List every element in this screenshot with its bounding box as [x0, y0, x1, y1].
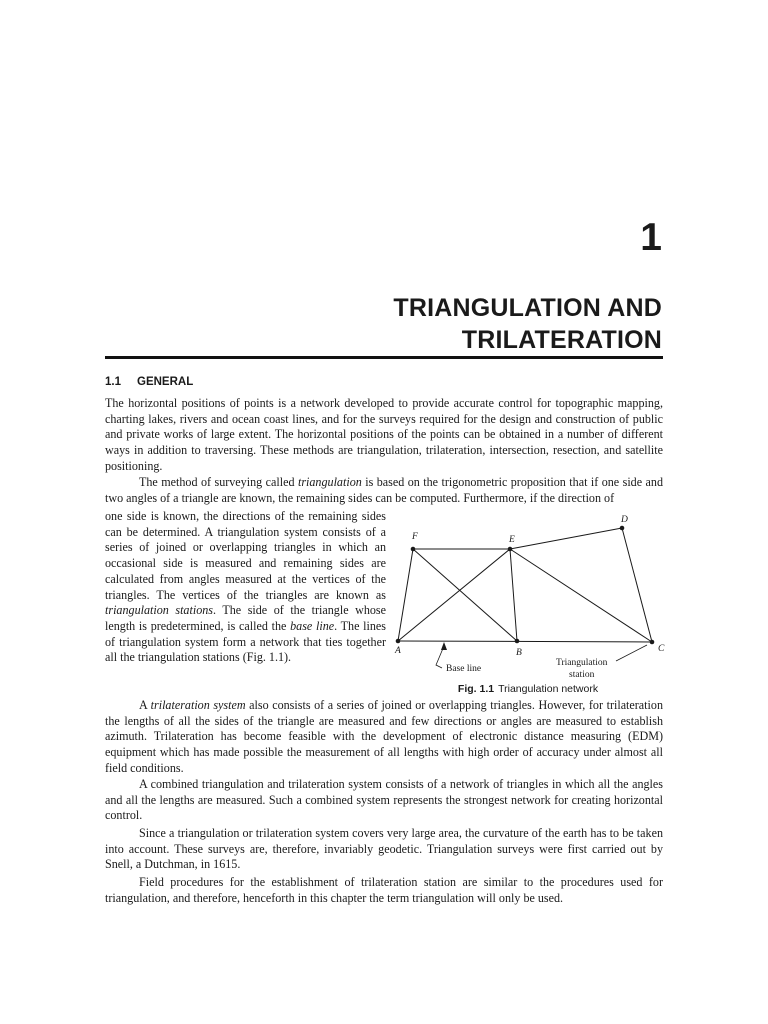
station-label-c: C — [658, 644, 665, 654]
paragraph-2c-text-c: . The lines of triangulation system form a network that ties together all the triangulation stations (Fig. 1.1). — [105, 618, 387, 665]
paragraph-2c-text-b: . The side of the triangle whose length is predetermined, is called the — [105, 603, 386, 633]
paragraph-1: The horizontal positions of points is a network developed to provide accurate control for topographic mapping, charting lakes, rivers and ocean coast lines, and for the surveys required for the design and construction of public and private works of large extent. The horizontal positions of the points can be obtained in a number of different ways in addition to traversing. These methods are triangulation, trilateration, intersection, resection, and satellite positioning. — [105, 396, 663, 473]
line-f-a — [398, 549, 413, 641]
paragraph-2 — [105, 475, 663, 506]
paragraph-6: Field procedures for the establishment of trilateration station are similar to the procedures used for triangulation, and therefore, henceforth in this chapter the term triangulation will only be used. — [105, 875, 663, 905]
line-f-b — [413, 549, 517, 641]
chapter-title-line-1: TRIANGULATION AND — [393, 294, 662, 322]
station-label-e: E — [509, 535, 515, 545]
title-rule — [105, 356, 663, 359]
paragraph-2-continued — [105, 509, 386, 666]
station-label-d: D — [621, 515, 628, 525]
paragraph-3-text-b: also consists of a series of joined or overlapping triangles. However, for trilateration the lengths of all the sides of the triangle are measured and few directions or angles are measured to establish azimuth. Trilateration has become feasible with the development of electronic distance measuring (EDM) equipment which has made possible the measurement of all lengths with high order of accuracy under almost all field conditions. — [105, 698, 663, 775]
term-triangulation: triangulation — [297, 475, 362, 489]
station-leader — [616, 645, 647, 661]
annotation-triangulation-station: Triangulation — [556, 658, 608, 668]
section-number: 1.1 — [105, 376, 121, 388]
annotation-triangulation-station-line2: station — [569, 670, 595, 680]
figure-triangulation-network — [388, 508, 668, 698]
station-label-b: B — [516, 648, 522, 658]
term-triangulation-stations: triangulation stations — [105, 603, 214, 618]
chapter-title-line-2: TRILATERATION — [461, 326, 662, 354]
line-e-b — [510, 549, 517, 641]
station-label-f: F — [412, 532, 418, 542]
paragraph-3-text-a: A — [139, 698, 151, 712]
station-point-a — [396, 639, 401, 644]
base-line-arrowhead — [441, 642, 447, 650]
station-point-f — [411, 547, 416, 552]
network-diagram — [388, 508, 668, 683]
paragraph-2c-text-a: one side is known, the directions of the remaining sides can be determined. A triangulation system consists of a series of joined or overlapping triangles in which an occasional side is measured and remaining sides are calculated from angles measured at the vertices of the triangles. The vertices of the triangles are known as — [105, 509, 386, 602]
line-e-d — [510, 528, 622, 549]
paragraph-3 — [105, 698, 663, 777]
figure-caption-text: Triangulation network — [498, 683, 599, 695]
line-e-a — [398, 549, 510, 641]
annotation-base-line: Base line — [446, 664, 482, 674]
paragraph-2-text-b: is based on the trigonometric proposition that if one side and two angles of a triangle are known, the remaining sides can be computed. Furthermore, if the direction of — [105, 475, 664, 505]
line-a-c-base — [398, 641, 652, 642]
section-title: GENERAL — [137, 376, 194, 388]
station-point-d — [620, 526, 625, 531]
chapter-title — [162, 292, 662, 356]
station-point-c — [650, 640, 655, 645]
paragraph-4: A combined triangulation and trilateration system consists of a network of triangles in which all the angles and all the lengths are measured. Such a combined system represents the strongest network for creating horizontal control. — [105, 777, 663, 823]
figure-caption-label: Fig. 1.1 — [457, 683, 495, 695]
paragraph-2-text-a: The method of surveying called — [139, 475, 298, 489]
station-point-e — [508, 547, 513, 552]
chapter-number: 1 — [640, 216, 662, 259]
term-trilateration-system: trilateration system — [150, 698, 246, 712]
term-base-line: base line — [290, 618, 335, 633]
station-label-a: A — [395, 646, 401, 656]
paragraph-5: Since a triangulation or trilateration system covers very large area, the curvature of the earth has to be taken into account. These surveys are, therefore, invariably geodetic. Triangulation surveys were first carried out by Snell, a Dutchman, in 1615. — [105, 826, 663, 872]
figure-caption — [388, 683, 668, 695]
station-point-b — [515, 639, 520, 644]
section-heading — [105, 376, 193, 388]
